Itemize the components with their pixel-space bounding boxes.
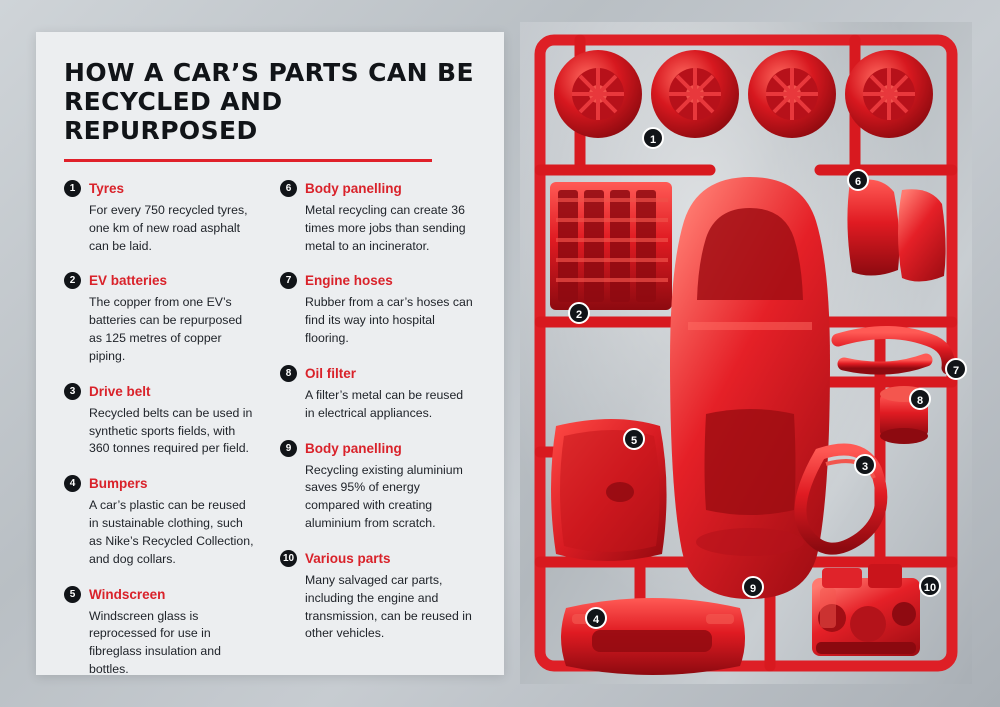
entry-number-badge: 2 (64, 272, 81, 289)
entry-title: Windscreen (89, 586, 166, 602)
entry-header (64, 383, 258, 400)
tyre-parts (554, 50, 933, 138)
entry-header (64, 180, 258, 197)
windscreen-part (551, 419, 667, 561)
marker-10-various-parts: 10 (919, 575, 941, 597)
car-parts-sprue-illustration (520, 22, 972, 684)
list-item (64, 475, 258, 568)
list-item (280, 550, 474, 643)
marker-1-tyres: 1 (642, 127, 664, 149)
entry-title: Various parts (305, 550, 391, 566)
list-item (64, 180, 258, 255)
entry-header (280, 272, 474, 289)
ev-battery-part (550, 182, 672, 310)
marker-8-oil-filter: 8 (909, 388, 931, 410)
entry-title: Body panelling (305, 181, 402, 196)
entry-title: EV batteries (89, 273, 168, 289)
entry-columns (64, 180, 476, 696)
entry-number-badge: 1 (64, 180, 81, 197)
body-panel-parts (847, 180, 945, 282)
entry-body: Rubber from a car’s hoses can find its way into hospital flooring. (305, 295, 473, 346)
entry-header (280, 180, 474, 197)
entry-header (280, 365, 474, 382)
list-item (64, 383, 258, 458)
entry-body: Windscreen glass is reprocessed for use in fibreglass insulation and bottles. (89, 608, 221, 677)
entry-number-badge: 4 (64, 475, 81, 492)
entry-header (64, 272, 258, 289)
entry-title: Bumpers (89, 476, 148, 492)
marker-3-drive-belt: 3 (854, 454, 876, 476)
entry-header (280, 550, 474, 567)
list-item (280, 365, 474, 423)
entry-header (64, 586, 258, 603)
list-item (64, 272, 258, 365)
engine-hose-part (838, 332, 948, 368)
marker-2-ev-batteries: 2 (568, 302, 590, 324)
entry-number-badge: 9 (280, 440, 297, 457)
entry-body: Recycled belts can be used in synthetic sports fields, with 360 tonnes required per field. (89, 405, 253, 456)
marker-5-windscreen: 5 (623, 428, 645, 450)
marker-9-body-panelling: 9 (742, 576, 764, 598)
list-item (280, 440, 474, 533)
engine-part (812, 564, 920, 656)
entry-body: A filter’s metal can be reused in electrical appliances. (305, 387, 464, 420)
list-item (280, 272, 474, 347)
entry-title: Oil filter (305, 365, 357, 381)
entry-title: Engine hoses (305, 273, 393, 289)
entry-number-badge: 10 (280, 550, 297, 567)
entry-body: A car’s plastic can be reused in sustainable clothing, such as Nike’s Recycled Collection, and dog collars. (89, 498, 254, 566)
entry-header (280, 440, 474, 457)
marker-6-body-panelling: 6 (847, 169, 869, 191)
list-item (280, 180, 474, 255)
marker-7-engine-hoses: 7 (945, 358, 967, 380)
entry-body: For every 750 recycled tyres, one km of new road asphalt can be laid. (89, 203, 248, 253)
entry-number-badge: 7 (280, 272, 297, 289)
entry-column-right (280, 180, 474, 696)
marker-4-bumpers: 4 (585, 607, 607, 629)
page-title: HOW A CAR’S PARTS CAN BE RECYCLED AND REPURPOSED (64, 58, 474, 145)
title-divider (64, 159, 432, 162)
entry-title: Tyres (89, 181, 125, 196)
entry-body: Many salvaged car parts, including the engine and transmission, can be reused in other vehicles. (305, 572, 472, 641)
entry-title: Body panelling (305, 440, 402, 456)
entry-header (64, 475, 258, 492)
entry-column-left (64, 180, 258, 696)
entry-body: The copper from one EV’s batteries can be repurposed as 125 metres of copper piping. (89, 295, 243, 363)
info-panel (36, 32, 504, 675)
entry-body: Metal recycling can create 36 times more jobs than sending metal to an incinerator. (305, 203, 466, 253)
entry-body: Recycling existing aluminium saves 95% of energy compared with creating aluminium from scratch. (305, 462, 463, 531)
list-item (64, 586, 258, 679)
entry-number-badge: 6 (280, 180, 297, 197)
entry-number-badge: 8 (280, 365, 297, 382)
entry-number-badge: 5 (64, 586, 81, 603)
entry-number-badge: 3 (64, 383, 81, 400)
entry-title: Drive belt (89, 383, 151, 399)
